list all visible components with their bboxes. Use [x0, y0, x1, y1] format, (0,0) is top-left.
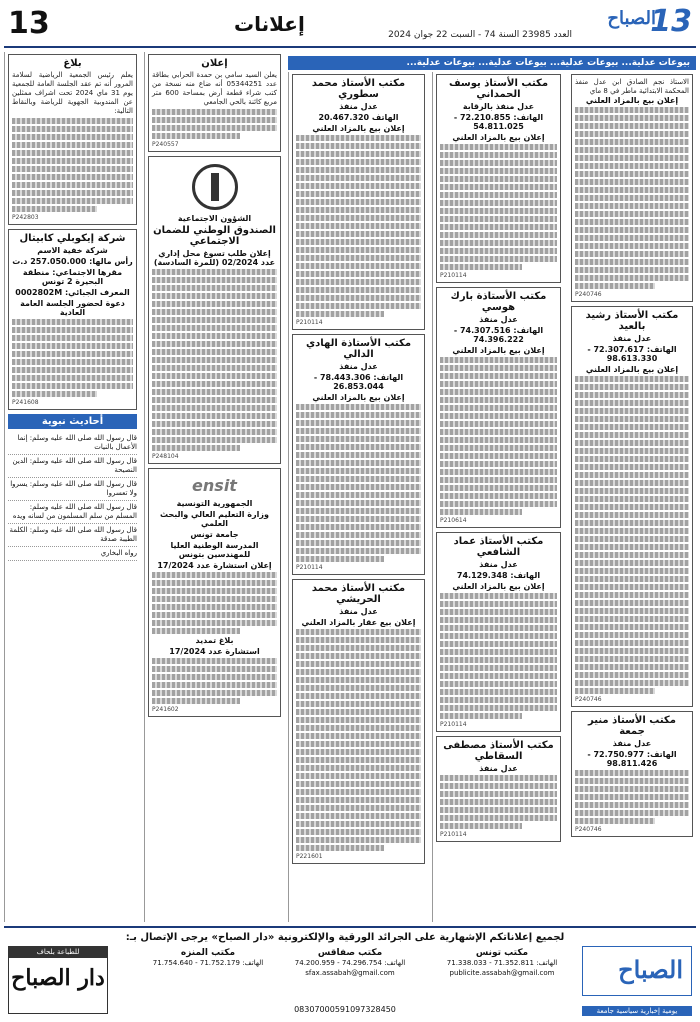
consultation-heading: إعلان استشارة عدد 17/2024	[157, 561, 272, 570]
issue-info: العدد 23985 السنة 74 - السبت 22 جوان 2024	[388, 30, 572, 40]
notice-box	[8, 54, 137, 225]
notice-text: الاستاذ نجم الصادق ابن عدل منفذ المحكمة الابتدائية ماطر في 8 ماي	[575, 78, 689, 95]
company-address: مقرها الاجتماعي: منطقة البحيرة 2 تونس	[22, 268, 123, 286]
notice-subtitle: عدل منفذ	[339, 102, 378, 111]
notice-phone: الهاتف: 74.129.348	[456, 571, 541, 580]
notice-ref: P210114	[440, 831, 467, 838]
hadith-item: قال رسول الله صلى الله عليه وسلم: المسلم من سلم المسلمون من لسانه ويده	[8, 501, 137, 524]
tagline: يومية إخبارية سياسية جامعة	[582, 1006, 692, 1016]
company-capital: رأس مالها: 257.050.000 د.ت	[12, 257, 133, 266]
notice-box	[292, 74, 425, 330]
office-name: مكتب صفاقس	[317, 948, 383, 958]
company-registry: المعرف الجبائي: 0002802M	[15, 288, 130, 297]
printing-logo	[8, 946, 108, 1014]
notice-subtitle: عدل منفذ	[339, 607, 378, 616]
office-phone: الهاتف: 74.296.754 - 74.200.959	[294, 959, 406, 967]
notice-phone: الهاتف: 72.750.977 - 98.811.426	[587, 750, 677, 768]
notice-title: مكتب الأستاذ محمد سطوري	[311, 78, 406, 100]
notice-ref: P210114	[296, 564, 323, 571]
logo-name: الصباح	[607, 8, 656, 29]
notice-box	[436, 736, 561, 842]
notice-ref: P240746	[575, 826, 602, 833]
notice-text: يعلن السيد سامي بن حمدة الحرابي بطاقة عدد 05344251 أنه ضاع منه نسخة من كتب شراء قطعة أرض بمساحة 600 متر مربع كائنة بالحي الجامعي	[152, 71, 277, 106]
printing-caption: للطباعة بلحاف	[9, 947, 107, 958]
notice-ref: P240746	[575, 291, 602, 298]
notice-phone: الهاتف: 72.307.617 - 98.613.330	[587, 345, 677, 363]
consultation-repeat: استشارة عدد 17/2024	[169, 647, 260, 656]
invitation-heading: دعوة لحضور الجلسة العامة العادية	[20, 299, 125, 317]
notice-heading: إعلان بيع بالمزاد العلني	[452, 582, 545, 591]
notice-ref: P240746	[575, 696, 602, 703]
notice-title: مكتب الأستاذ رشيد بالعيد	[585, 310, 679, 332]
office-tunis	[432, 948, 572, 978]
newspaper-logo[interactable]	[578, 4, 696, 44]
office-name: مكتب تونس	[475, 948, 529, 958]
hadith-item: قال رسول الله صلى الله عليه وسلم: إنما الأعمال بالنيات	[8, 432, 137, 455]
office-phone: الهاتف: 71.352.811 - 71.338.033	[446, 959, 558, 967]
notice-subtitle: عدل منفذ	[339, 362, 378, 371]
notice-heading: إعلان بيع عقار بالمزاد العلني	[301, 618, 416, 627]
notice-ref: P210114	[440, 272, 467, 279]
notice-box	[571, 74, 693, 302]
ensit-logo: ensit	[192, 476, 237, 495]
judicial-sales-banner: بيوعات عدلية... بيوعات عدلية... بيوعات عدلية... بيوعات عدلية...	[288, 56, 696, 70]
ensit-notice	[148, 468, 281, 717]
notice-ref: P241602	[152, 706, 179, 713]
cnss-name: الصندوق الوطني للضمان الاجتماعي	[153, 225, 276, 247]
republic: الجمهورية التونسية	[176, 499, 253, 508]
office-email[interactable]: publicite.assabah@gmail.com	[449, 969, 555, 977]
notice-title: مكتب الأستاذ محمد الحريشي	[311, 583, 406, 605]
notice-heading: إعلان بيع بالمزاد العلني	[312, 124, 405, 133]
hadith-item: قال رسول الله صلى الله عليه وسلم: الدين النصيحة	[8, 455, 137, 478]
notice-box	[571, 306, 693, 707]
cnss-org: الشؤون الاجتماعية	[177, 214, 252, 223]
notice-ref: P242803	[12, 214, 39, 221]
printing-brand: دار الصباح	[11, 965, 105, 991]
notice-box	[436, 287, 561, 528]
page-footer	[4, 926, 696, 1018]
hadith-heading: أحاديث نبوية	[8, 414, 137, 429]
column-d	[432, 72, 564, 922]
company-title: شركة إيكوبلي كابيتال	[19, 233, 126, 244]
footer-brand: الصباح	[618, 955, 683, 984]
notice-title: مكتب الأستاذ عماد الشافعي	[453, 536, 544, 558]
notice-phone: الهاتف: 78.443.306 - 26.853.044	[313, 373, 404, 391]
hadith-item: قال رسول الله صلى الله عليه وسلم: الكلمة الطيبة صدقة	[8, 524, 137, 547]
contact-line: لجميع إعلاناتكم الإشهارية على الجرائد الورقية والإلكترونية «دار الصباح» يرجى الإتصال بـ:	[125, 932, 565, 943]
notice-title: مكتب الأستاذ مصطفى السقاطي	[443, 740, 554, 762]
notice-box	[148, 54, 281, 152]
notice-heading: إعلان بيع بالمزاد العلني	[585, 365, 679, 374]
page-number: 13	[8, 6, 50, 41]
column-a	[4, 52, 140, 922]
notice-box	[436, 532, 561, 732]
notice-box	[292, 579, 425, 864]
office-sfax	[280, 948, 420, 978]
notice-title: إعلان	[201, 58, 228, 69]
notice-phone: الهاتف: 74.307.516 - 74.396.222	[453, 326, 544, 344]
notice-ref: P210114	[296, 319, 323, 326]
section-title: إعلانات	[234, 12, 305, 36]
cnss-emblem-icon	[192, 164, 238, 210]
notice-heading: إعلان بيع بالمزاد العلني	[312, 393, 405, 402]
office-phone: الهاتف: 71.752.179 - 71.754.640	[152, 959, 264, 967]
company-sub: شركة خفية الاسم	[37, 246, 108, 255]
company-notice	[8, 229, 137, 410]
notice-box	[292, 334, 425, 575]
footer-logo[interactable]	[582, 946, 692, 996]
notice-text: يعلم رئيس الجمعية الرياضية لسلامة المرور أنه تم عقد الجلسة العامة للجمعية يوم 31 ماي 2024 تحت اشراف ممثلين عن المندوبية الجهوية للرياضة وبالنقاط التالية:	[12, 71, 134, 115]
deadline-heading: بلاغ تمديد	[195, 636, 234, 645]
office-name: مكتب المنزه	[180, 948, 236, 958]
notice-ref: P240557	[152, 141, 179, 148]
bank-account: 08307000591097328450	[294, 1005, 396, 1014]
notice-title: مكتب الأستاذة الهادي الدالي	[305, 338, 412, 360]
notice-subtitle: عدل منفذ بالرقابة	[462, 102, 535, 111]
notice-title: بلاغ	[63, 58, 82, 69]
notice-phone: الهاتف 20.467.320	[318, 113, 399, 122]
notice-subtitle: عدل منفذ	[612, 334, 652, 343]
hadith-source: رواه البخاري	[8, 547, 137, 561]
column-c	[288, 72, 428, 922]
notice-ref: P210114	[440, 721, 467, 728]
notice-ref: P221601	[296, 853, 323, 860]
hadith-item: قال رسول الله صلى الله عليه وسلم: يسروا ولا تعسروا	[8, 478, 137, 501]
ministry: وزارة التعليم العالي والبحث العلمي	[160, 510, 269, 528]
notice-ref: P248104	[152, 453, 179, 460]
office-manzah	[148, 948, 268, 968]
school: المدرسة الوطنية العليا للمهندسين بتونس	[170, 541, 259, 559]
column-e	[568, 72, 696, 922]
notice-heading: إعلان بيع بالمزاد العلني	[585, 96, 679, 105]
notice-title: مكتب الأستاذ منير جمعة	[588, 715, 676, 737]
notice-box	[436, 74, 561, 283]
notice-box	[571, 711, 693, 837]
column-b	[144, 52, 284, 922]
cnss-heading: إعلان طلب تسوغ محل إداري عدد 02/2024 (للمرة السادسة)	[153, 249, 276, 267]
notice-phone: الهاتف: 72.210.855 - 54.811.025	[453, 113, 544, 131]
cnss-notice	[148, 156, 281, 464]
notice-subtitle: عدل منفذ	[479, 560, 518, 569]
page-header	[4, 4, 696, 48]
notice-subtitle: عدل منفذ	[479, 315, 518, 324]
logo-number: 13	[650, 4, 692, 39]
notice-title: مكتب الأستاذ يوسف الحمداني	[448, 78, 549, 100]
notice-title: مكتب الأستاذة بارك هوسي	[450, 291, 547, 313]
notice-heading: إعلان بيع بالمزاد العلني	[452, 133, 545, 142]
office-email[interactable]: sfax.assabah@gmail.com	[305, 969, 395, 977]
notice-heading: إعلان بيع بالمزاد العلني	[452, 346, 545, 355]
notice-subtitle: عدل منفذ	[479, 764, 518, 773]
notice-ref: P241608	[12, 399, 39, 406]
university: جامعة تونس	[190, 530, 239, 539]
notice-subtitle: عدل منفذ	[612, 739, 652, 748]
notice-ref: P210614	[440, 517, 467, 524]
